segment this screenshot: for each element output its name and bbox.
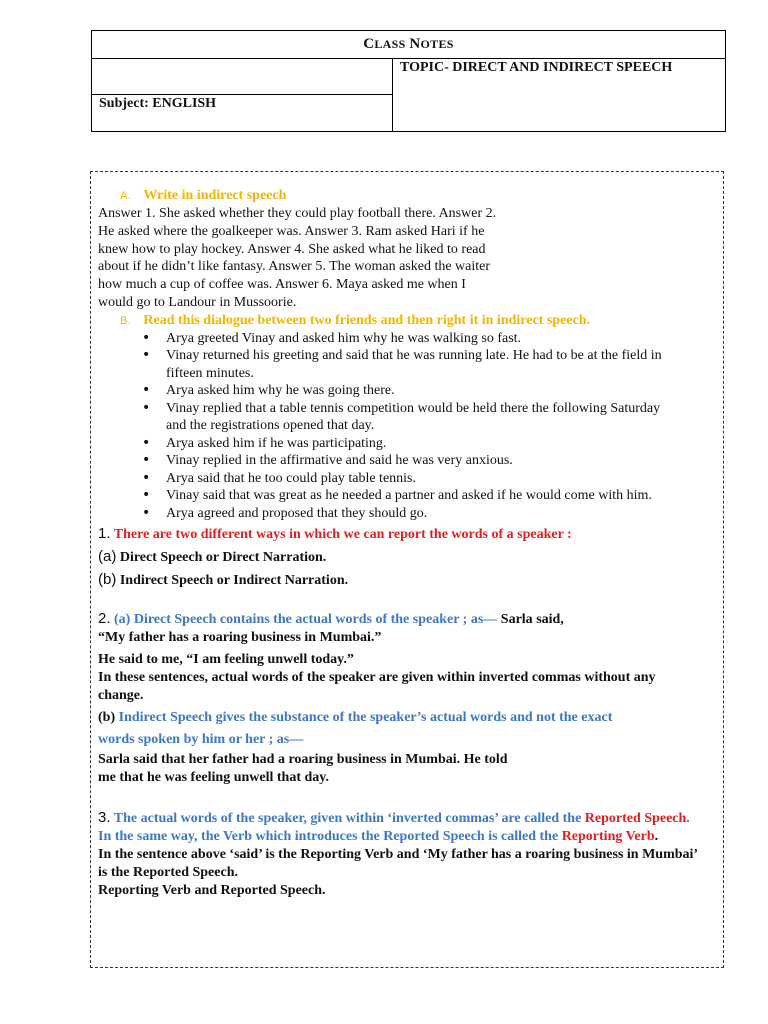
topic-label: TOPIC- DIRECT AND INDIRECT SPEECH [400, 60, 673, 75]
list-item: • Vinay replied that a table tennis competition would be held there the following Saturday and the registrations opened that day. [142, 400, 678, 435]
list-item: • Arya greeted Vinay and asked him why he was walking so fast. [142, 330, 678, 348]
point-1-intro: 1. There are two different ways in which we can report the words of a speaker : [98, 525, 572, 543]
section-b-heading: B. Read this dialogue between two friends and then right it in indirect speech. [120, 312, 590, 328]
list-item: • Arya asked him why he was going there. [142, 382, 678, 400]
point-2-example-2: He said to me, “I am feeling unwell today.” [98, 652, 354, 668]
point-3-explanation: In the sentence above ‘said’ is the Reporting Verb and ‘My father has a roaring business in Mumbai’ is the Reported Speech. [98, 847, 698, 881]
content-box [90, 171, 724, 968]
point-1-b: (b) Indirect Speech or Indirect Narration. [98, 571, 349, 589]
content-inner [98, 187, 708, 900]
page-title: CLASS NOTES [92, 31, 725, 59]
list-item: • Vinay returned his greeting and said that he was running late. He had to be at the field in fifteen minutes. [142, 347, 678, 382]
subject-label: Subject: ENGLISH [99, 96, 217, 111]
dialogue-list [98, 330, 708, 523]
spacer [98, 787, 708, 809]
list-item: • Vinay said that was great as he needed a partner and asked if he would come with him. [142, 487, 678, 505]
point-1-a: (a) Direct Speech or Direct Narration. [98, 548, 327, 566]
section-a-heading: A. Write in indirect speech [120, 188, 287, 203]
point-2-example-3: Sarla said that her father had a roaring business in Mumbai. He told me that he was feeling unwell that day. [98, 752, 508, 786]
spacer [98, 590, 708, 610]
point-3-intro: 3. The actual words of the speaker, given within ‘inverted commas’ are called the Reported Speech. In the same way, the Verb which introduces the Reported Speech is called the Reporting Verb. [98, 809, 690, 845]
point-2-b: (b) Indirect Speech gives the substance of the speaker’s actual words and not the exact words spoken by him or her ; as— [98, 710, 613, 748]
header-empty-cell [92, 58, 392, 95]
section-a-answers: Answer 1. She asked whether they could play football there. Answer 2. He asked where the goalkeeper was. Answer 3. Ram asked Hari if he knew how to play hockey. Answer 4. She asked what he liked to read about if he didn’t like fantasy. Answer 5. The woman asked the waiter how much a cup of coffee was. Answer 6. Maya asked me when I would go to Landour in Mussoorie. [98, 206, 497, 310]
header-divider [392, 58, 393, 131]
list-item: • Arya agreed and proposed that they should go. [142, 505, 678, 523]
list-item: • Arya asked him if he was participating. [142, 435, 678, 453]
point-3-summary: Reporting Verb and Reported Speech. [98, 883, 326, 899]
list-item: • Vinay replied in the affirmative and said he was very anxious. [142, 452, 678, 470]
header-table [91, 30, 726, 132]
list-item: • Arya said that he too could play table tennis. [142, 470, 678, 488]
point-2-note: In these sentences, actual words of the speaker are given within inverted commas without any change. [98, 670, 656, 704]
point-2-a: 2. (a) Direct Speech contains the actual words of the speaker ; as— Sarla said, “My father has a roaring business in Mumbai.” [98, 610, 564, 646]
